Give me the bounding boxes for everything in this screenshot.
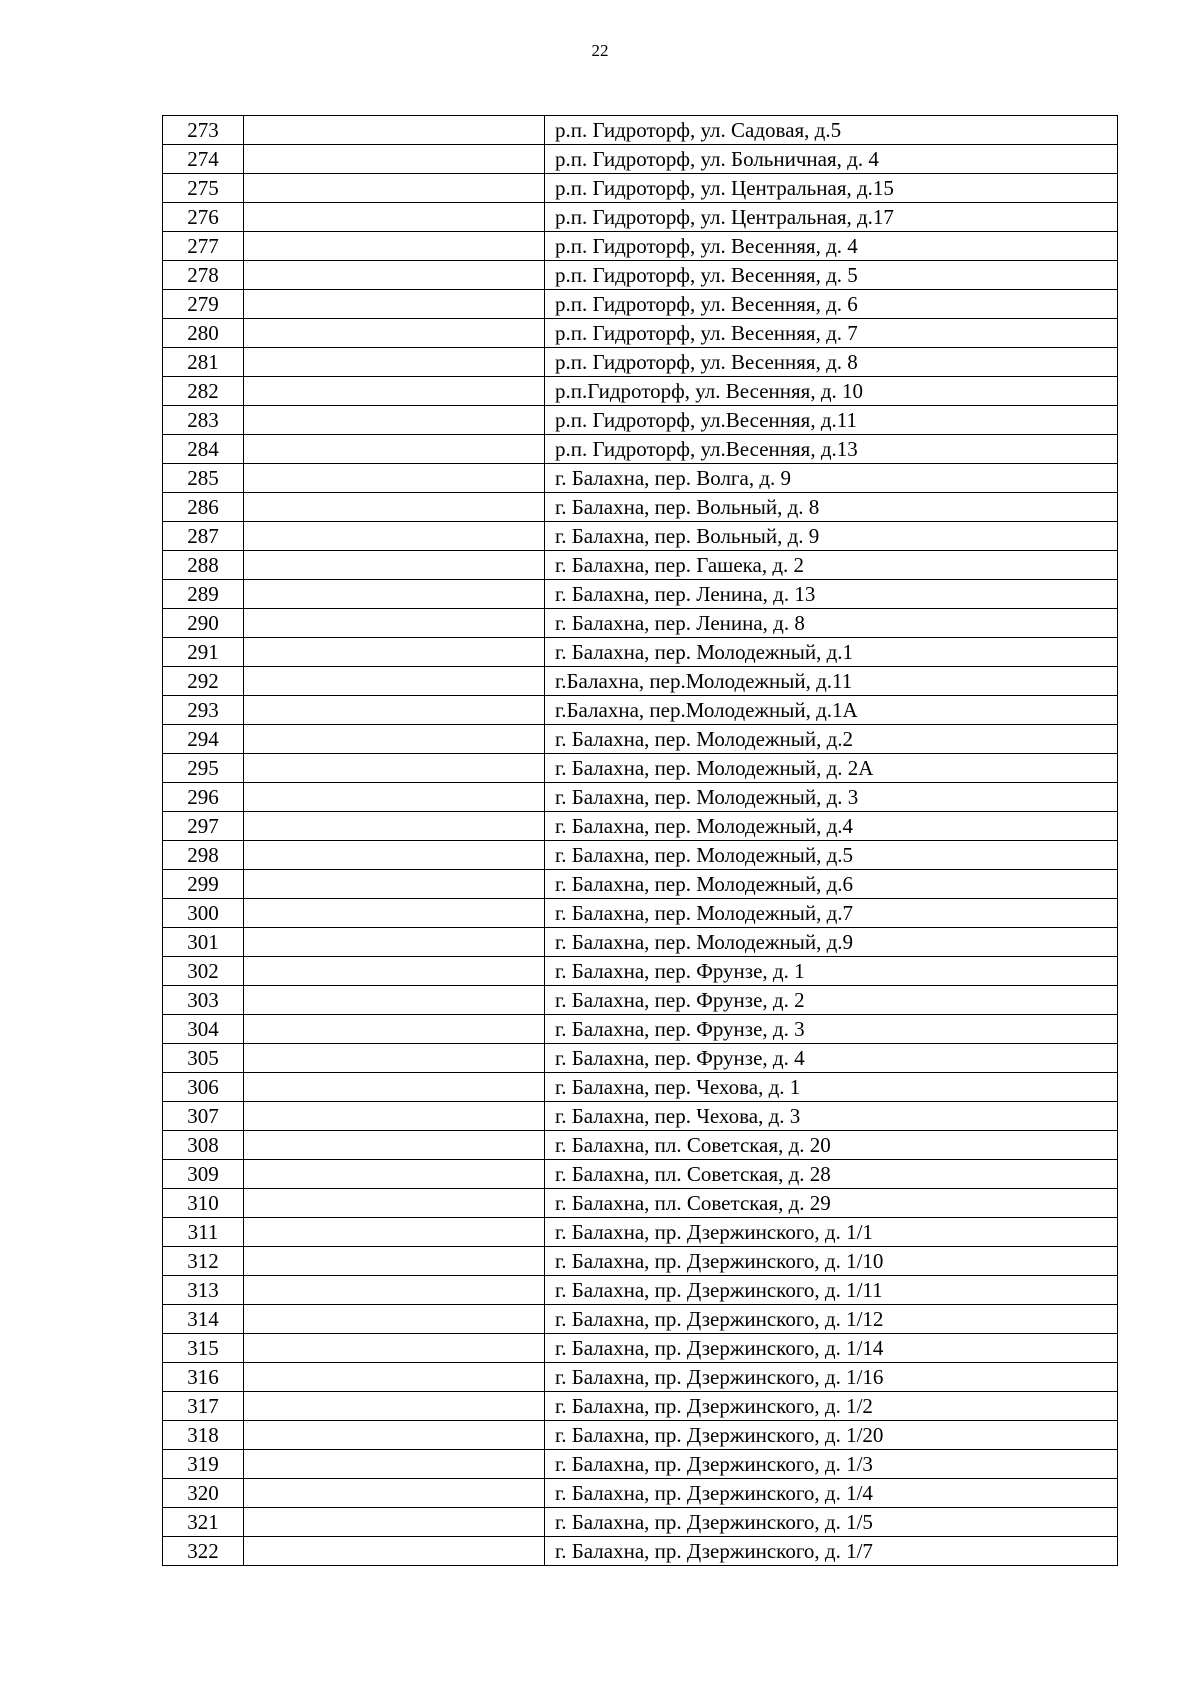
note-cell: [244, 870, 545, 899]
row-number-cell: 315: [163, 1334, 244, 1363]
row-number-cell: 321: [163, 1508, 244, 1537]
note-cell: [244, 725, 545, 754]
note-cell: [244, 551, 545, 580]
address-cell: г. Балахна, пер. Молодежный, д.4: [545, 812, 1118, 841]
note-cell: [244, 1189, 545, 1218]
note-cell: [244, 1421, 545, 1450]
address-cell: р.п. Гидроторф, ул. Весенняя, д. 5: [545, 261, 1118, 290]
row-number-cell: 308: [163, 1131, 244, 1160]
row-number-cell: 310: [163, 1189, 244, 1218]
note-cell: [244, 406, 545, 435]
note-cell: [244, 1479, 545, 1508]
row-number-cell: 313: [163, 1276, 244, 1305]
address-cell: г. Балахна, пер. Чехова, д. 1: [545, 1073, 1118, 1102]
table-row: [163, 696, 1118, 725]
row-number-cell: 302: [163, 957, 244, 986]
table-row: [163, 464, 1118, 493]
address-cell: р.п. Гидроторф, ул. Больничная, д. 4: [545, 145, 1118, 174]
note-cell: [244, 609, 545, 638]
row-number-cell: 312: [163, 1247, 244, 1276]
address-cell: г. Балахна, пр. Дзержинского, д. 1/3: [545, 1450, 1118, 1479]
row-number-cell: 282: [163, 377, 244, 406]
address-cell: г. Балахна, пер. Молодежный, д. 3: [545, 783, 1118, 812]
row-number-cell: 298: [163, 841, 244, 870]
table-row: [163, 261, 1118, 290]
note-cell: [244, 1450, 545, 1479]
row-number-cell: 281: [163, 348, 244, 377]
row-number-cell: 304: [163, 1015, 244, 1044]
address-cell: г. Балахна, пр. Дзержинского, д. 1/5: [545, 1508, 1118, 1537]
note-cell: [244, 261, 545, 290]
row-number-cell: 303: [163, 986, 244, 1015]
row-number-cell: 290: [163, 609, 244, 638]
note-cell: [244, 812, 545, 841]
row-number-cell: 287: [163, 522, 244, 551]
note-cell: [244, 696, 545, 725]
address-cell: г. Балахна, пр. Дзержинского, д. 1/1: [545, 1218, 1118, 1247]
table-row: [163, 1044, 1118, 1073]
address-cell: г. Балахна, пл. Советская, д. 29: [545, 1189, 1118, 1218]
table-row: [163, 1015, 1118, 1044]
note-cell: [244, 1537, 545, 1566]
table-row: [163, 1247, 1118, 1276]
row-number-cell: 322: [163, 1537, 244, 1566]
address-cell: г. Балахна, пр. Дзержинского, д. 1/20: [545, 1421, 1118, 1450]
row-number-cell: 288: [163, 551, 244, 580]
row-number-cell: 299: [163, 870, 244, 899]
row-number-cell: 301: [163, 928, 244, 957]
address-cell: г. Балахна, пр. Дзержинского, д. 1/2: [545, 1392, 1118, 1421]
address-cell: г. Балахна, пер. Ленина, д. 8: [545, 609, 1118, 638]
note-cell: [244, 928, 545, 957]
address-cell: р.п. Гидроторф, ул.Весенняя, д.13: [545, 435, 1118, 464]
row-number-cell: 291: [163, 638, 244, 667]
address-cell: р.п. Гидроторф, ул. Центральная, д.17: [545, 203, 1118, 232]
address-cell: р.п. Гидроторф, ул. Весенняя, д. 7: [545, 319, 1118, 348]
address-cell: г. Балахна, пер. Вольный, д. 9: [545, 522, 1118, 551]
row-number-cell: 276: [163, 203, 244, 232]
table-row: [163, 928, 1118, 957]
row-number-cell: 285: [163, 464, 244, 493]
row-number-cell: 316: [163, 1363, 244, 1392]
address-cell: г. Балахна, пер. Молодежный, д.5: [545, 841, 1118, 870]
row-number-cell: 295: [163, 754, 244, 783]
address-cell: г.Балахна, пер.Молодежный, д.11: [545, 667, 1118, 696]
table-row: [163, 203, 1118, 232]
table-row: [163, 1421, 1118, 1450]
row-number-cell: 297: [163, 812, 244, 841]
address-cell: г. Балахна, пр. Дзержинского, д. 1/11: [545, 1276, 1118, 1305]
address-cell: г. Балахна, пер. Молодежный, д.7: [545, 899, 1118, 928]
table-row: [163, 232, 1118, 261]
note-cell: [244, 1218, 545, 1247]
note-cell: [244, 986, 545, 1015]
note-cell: [244, 638, 545, 667]
row-number-cell: 278: [163, 261, 244, 290]
address-cell: г. Балахна, пер. Фрунзе, д. 3: [545, 1015, 1118, 1044]
note-cell: [244, 174, 545, 203]
table-row: [163, 580, 1118, 609]
note-cell: [244, 116, 545, 145]
table-row: [163, 1508, 1118, 1537]
note-cell: [244, 754, 545, 783]
row-number-cell: 294: [163, 725, 244, 754]
note-cell: [244, 1276, 545, 1305]
table-row: [163, 406, 1118, 435]
note-cell: [244, 841, 545, 870]
row-number-cell: 292: [163, 667, 244, 696]
note-cell: [244, 435, 545, 464]
note-cell: [244, 1392, 545, 1421]
address-cell: р.п. Гидроторф, ул. Садовая, д.5: [545, 116, 1118, 145]
row-number-cell: 306: [163, 1073, 244, 1102]
row-number-cell: 293: [163, 696, 244, 725]
address-cell: г. Балахна, пер. Молодежный, д. 2А: [545, 754, 1118, 783]
note-cell: [244, 1073, 545, 1102]
address-cell: г. Балахна, пер. Ленина, д. 13: [545, 580, 1118, 609]
row-number-cell: 280: [163, 319, 244, 348]
address-cell: г. Балахна, пр. Дзержинского, д. 1/16: [545, 1363, 1118, 1392]
address-cell: р.п. Гидроторф, ул. Весенняя, д. 4: [545, 232, 1118, 261]
table-row: [163, 290, 1118, 319]
table-row: [163, 1102, 1118, 1131]
row-number-cell: 305: [163, 1044, 244, 1073]
note-cell: [244, 348, 545, 377]
address-cell: г. Балахна, пр. Дзержинского, д. 1/12: [545, 1305, 1118, 1334]
table-row: [163, 899, 1118, 928]
page-number: 22: [591, 41, 609, 60]
table-row: [163, 1160, 1118, 1189]
note-cell: [244, 1334, 545, 1363]
table-row: [163, 841, 1118, 870]
table-row: [163, 957, 1118, 986]
note-cell: [244, 1015, 545, 1044]
address-cell: г. Балахна, пр. Дзержинского, д. 1/4: [545, 1479, 1118, 1508]
table-row: [163, 319, 1118, 348]
table-row: [163, 1479, 1118, 1508]
table-row: [163, 1334, 1118, 1363]
table-row: [163, 986, 1118, 1015]
address-table: [162, 115, 1118, 1566]
table-row: [163, 1276, 1118, 1305]
address-cell: г. Балахна, пр. Дзержинского, д. 1/7: [545, 1537, 1118, 1566]
table-body: [163, 116, 1118, 1566]
address-cell: г. Балахна, пер. Чехова, д. 3: [545, 1102, 1118, 1131]
table-row: [163, 116, 1118, 145]
note-cell: [244, 957, 545, 986]
table-row: [163, 812, 1118, 841]
note-cell: [244, 1102, 545, 1131]
table-row: [163, 1450, 1118, 1479]
address-cell: г. Балахна, пер. Молодежный, д.1: [545, 638, 1118, 667]
row-number-cell: 320: [163, 1479, 244, 1508]
address-cell: р.п. Гидроторф, ул. Весенняя, д. 6: [545, 290, 1118, 319]
address-cell: р.п. Гидроторф, ул.Весенняя, д.11: [545, 406, 1118, 435]
row-number-cell: 307: [163, 1102, 244, 1131]
row-number-cell: 283: [163, 406, 244, 435]
row-number-cell: 275: [163, 174, 244, 203]
table-row: [163, 377, 1118, 406]
note-cell: [244, 232, 545, 261]
table-row: [163, 754, 1118, 783]
table-row: [163, 783, 1118, 812]
table-row: [163, 667, 1118, 696]
address-cell: г. Балахна, пр. Дзержинского, д. 1/14: [545, 1334, 1118, 1363]
address-cell: г. Балахна, пер. Фрунзе, д. 2: [545, 986, 1118, 1015]
address-cell: р.п. Гидроторф, ул. Весенняя, д. 8: [545, 348, 1118, 377]
row-number-cell: 284: [163, 435, 244, 464]
row-number-cell: 309: [163, 1160, 244, 1189]
table-row: [163, 145, 1118, 174]
note-cell: [244, 203, 545, 232]
table-row: [163, 435, 1118, 464]
address-cell: г. Балахна, пр. Дзержинского, д. 1/10: [545, 1247, 1118, 1276]
row-number-cell: 273: [163, 116, 244, 145]
table-row: [163, 1392, 1118, 1421]
table-row: [163, 522, 1118, 551]
table-row: [163, 1537, 1118, 1566]
row-number-cell: 318: [163, 1421, 244, 1450]
table-row: [163, 725, 1118, 754]
address-cell: г.Балахна, пер.Молодежный, д.1А: [545, 696, 1118, 725]
note-cell: [244, 667, 545, 696]
address-cell: г. Балахна, пл. Советская, д. 20: [545, 1131, 1118, 1160]
address-cell: г. Балахна, пер. Фрунзе, д. 1: [545, 957, 1118, 986]
row-number-cell: 314: [163, 1305, 244, 1334]
address-cell: р.п.Гидроторф, ул. Весенняя, д. 10: [545, 377, 1118, 406]
table-row: [163, 1218, 1118, 1247]
note-cell: [244, 290, 545, 319]
row-number-cell: 279: [163, 290, 244, 319]
row-number-cell: 296: [163, 783, 244, 812]
address-cell: г. Балахна, пер. Молодежный, д.9: [545, 928, 1118, 957]
row-number-cell: 319: [163, 1450, 244, 1479]
address-cell: г. Балахна, пер. Молодежный, д.2: [545, 725, 1118, 754]
note-cell: [244, 522, 545, 551]
note-cell: [244, 1508, 545, 1537]
address-cell: г. Балахна, пер. Вольный, д. 8: [545, 493, 1118, 522]
table-row: [163, 638, 1118, 667]
address-cell: г. Балахна, пл. Советская, д. 28: [545, 1160, 1118, 1189]
address-cell: г. Балахна, пер. Молодежный, д.6: [545, 870, 1118, 899]
table-row: [163, 551, 1118, 580]
row-number-cell: 300: [163, 899, 244, 928]
note-cell: [244, 783, 545, 812]
table-row: [163, 1131, 1118, 1160]
note-cell: [244, 1160, 545, 1189]
row-number-cell: 274: [163, 145, 244, 174]
table-row: [163, 348, 1118, 377]
note-cell: [244, 319, 545, 348]
table-row: [163, 1073, 1118, 1102]
address-cell: г. Балахна, пер. Волга, д. 9: [545, 464, 1118, 493]
note-cell: [244, 1131, 545, 1160]
row-number-cell: 289: [163, 580, 244, 609]
note-cell: [244, 899, 545, 928]
note-cell: [244, 1363, 545, 1392]
table-row: [163, 609, 1118, 638]
note-cell: [244, 1247, 545, 1276]
row-number-cell: 286: [163, 493, 244, 522]
row-number-cell: 317: [163, 1392, 244, 1421]
note-cell: [244, 493, 545, 522]
table-row: [163, 1305, 1118, 1334]
note-cell: [244, 1044, 545, 1073]
table-row: [163, 1189, 1118, 1218]
note-cell: [244, 580, 545, 609]
note-cell: [244, 145, 545, 174]
table-row: [163, 493, 1118, 522]
note-cell: [244, 377, 545, 406]
note-cell: [244, 464, 545, 493]
row-number-cell: 277: [163, 232, 244, 261]
note-cell: [244, 1305, 545, 1334]
table-row: [163, 174, 1118, 203]
address-cell: р.п. Гидроторф, ул. Центральная, д.15: [545, 174, 1118, 203]
address-cell: г. Балахна, пер. Гашека, д. 2: [545, 551, 1118, 580]
address-cell: г. Балахна, пер. Фрунзе, д. 4: [545, 1044, 1118, 1073]
table-row: [163, 870, 1118, 899]
row-number-cell: 311: [163, 1218, 244, 1247]
table-row: [163, 1363, 1118, 1392]
